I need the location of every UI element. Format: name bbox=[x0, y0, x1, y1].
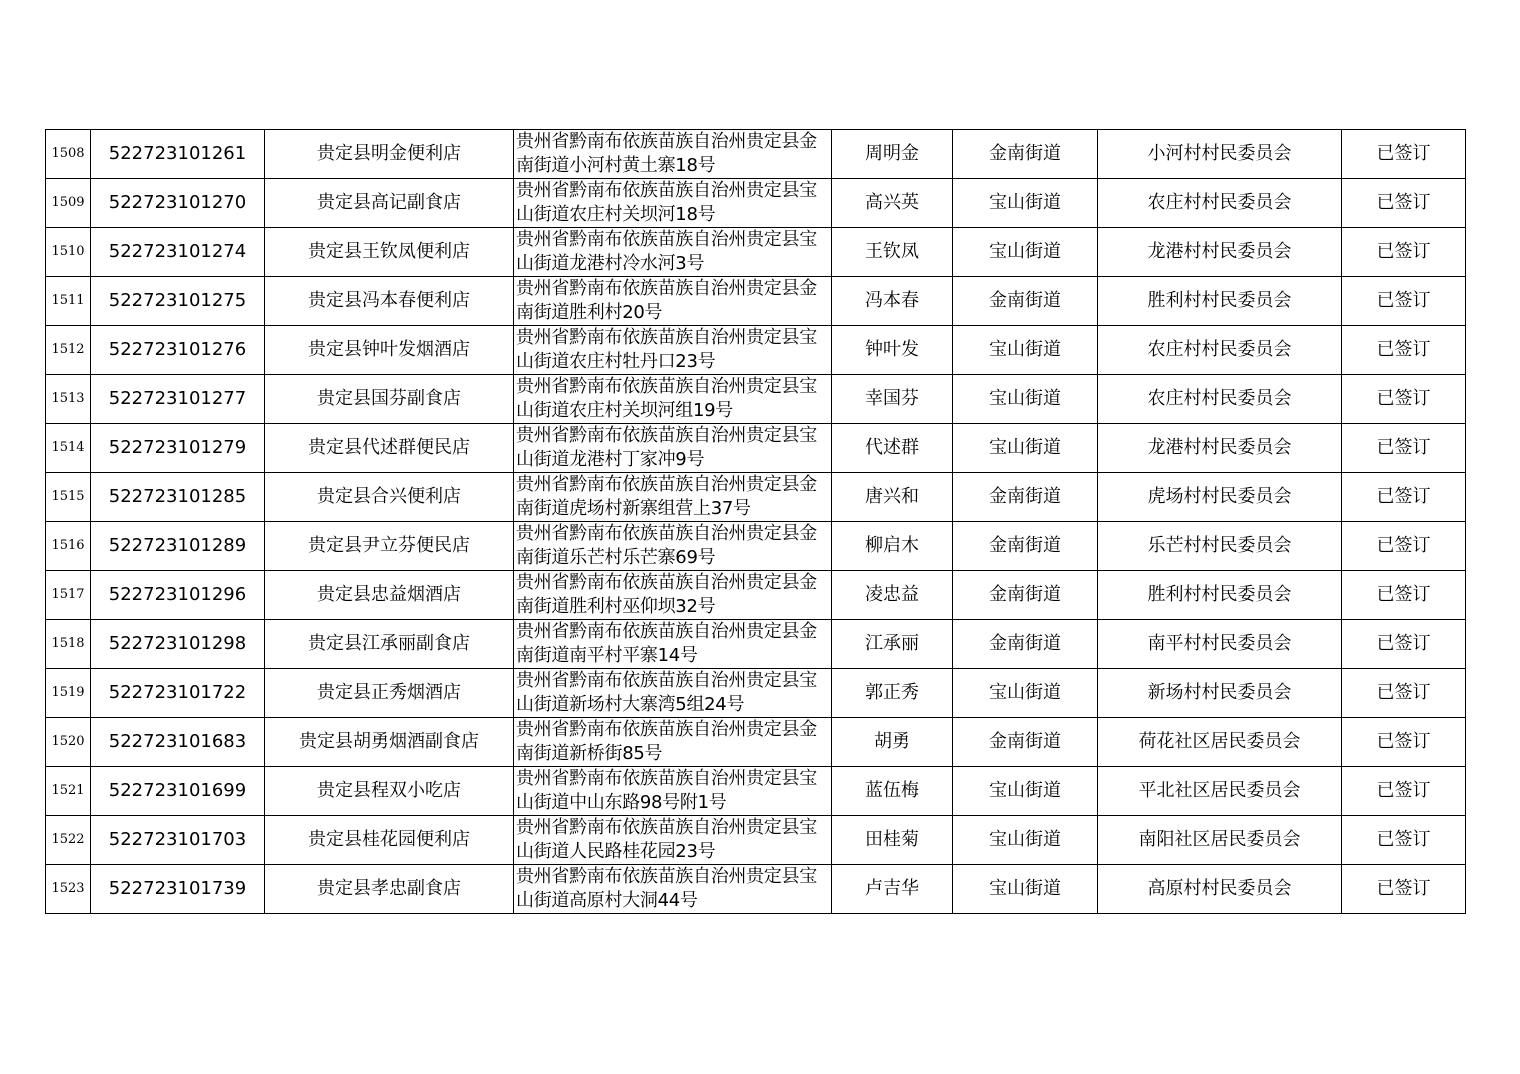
street-office-cell: 金南街道 bbox=[953, 522, 1098, 571]
table-row bbox=[46, 522, 1466, 571]
street-office-cell: 金南街道 bbox=[953, 718, 1098, 767]
retailer-table bbox=[45, 129, 1466, 914]
shop-name-cell: 贵定县桂花园便利店 bbox=[265, 816, 514, 865]
shop-name-cell: 贵定县孝忠副食店 bbox=[265, 865, 514, 914]
table-row bbox=[46, 865, 1466, 914]
address-cell: 贵州省黔南布依族苗族自治州贵定县宝山街道龙港村冷水河3号 bbox=[514, 228, 832, 277]
row-number-cell: 1519 bbox=[46, 669, 91, 718]
license-number-cell: 522723101270 bbox=[91, 179, 265, 228]
committee-cell: 乐芒村村民委员会 bbox=[1098, 522, 1342, 571]
row-number-cell: 1508 bbox=[46, 130, 91, 179]
shop-name-cell: 贵定县国芬副食店 bbox=[265, 375, 514, 424]
table-row bbox=[46, 228, 1466, 277]
committee-cell: 高原村村民委员会 bbox=[1098, 865, 1342, 914]
committee-cell: 小河村村民委员会 bbox=[1098, 130, 1342, 179]
owner-name-cell: 凌忠益 bbox=[832, 571, 953, 620]
table-row bbox=[46, 424, 1466, 473]
status-cell: 已签订 bbox=[1342, 620, 1466, 669]
street-office-cell: 金南街道 bbox=[953, 277, 1098, 326]
address-cell: 贵州省黔南布依族苗族自治州贵定县宝山街道龙港村丁家冲9号 bbox=[514, 424, 832, 473]
license-number-cell: 522723101279 bbox=[91, 424, 265, 473]
address-cell: 贵州省黔南布依族苗族自治州贵定县宝山街道农庄村牡丹口23号 bbox=[514, 326, 832, 375]
address-cell: 贵州省黔南布依族苗族自治州贵定县金南街道胜利村20号 bbox=[514, 277, 832, 326]
license-number-cell: 522723101683 bbox=[91, 718, 265, 767]
table-body bbox=[46, 130, 1466, 914]
status-cell: 已签订 bbox=[1342, 228, 1466, 277]
table-row bbox=[46, 571, 1466, 620]
owner-name-cell: 代述群 bbox=[832, 424, 953, 473]
table-row bbox=[46, 326, 1466, 375]
street-office-cell: 宝山街道 bbox=[953, 424, 1098, 473]
owner-name-cell: 胡勇 bbox=[832, 718, 953, 767]
license-number-cell: 522723101285 bbox=[91, 473, 265, 522]
owner-name-cell: 幸国芬 bbox=[832, 375, 953, 424]
shop-name-cell: 贵定县忠益烟酒店 bbox=[265, 571, 514, 620]
owner-name-cell: 郭正秀 bbox=[832, 669, 953, 718]
table-row bbox=[46, 375, 1466, 424]
row-number-cell: 1512 bbox=[46, 326, 91, 375]
street-office-cell: 宝山街道 bbox=[953, 767, 1098, 816]
table-row bbox=[46, 179, 1466, 228]
license-number-cell: 522723101275 bbox=[91, 277, 265, 326]
row-number-cell: 1520 bbox=[46, 718, 91, 767]
committee-cell: 农庄村村民委员会 bbox=[1098, 326, 1342, 375]
row-number-cell: 1517 bbox=[46, 571, 91, 620]
owner-name-cell: 田桂菊 bbox=[832, 816, 953, 865]
street-office-cell: 金南街道 bbox=[953, 473, 1098, 522]
license-number-cell: 522723101699 bbox=[91, 767, 265, 816]
row-number-cell: 1509 bbox=[46, 179, 91, 228]
owner-name-cell: 唐兴和 bbox=[832, 473, 953, 522]
street-office-cell: 宝山街道 bbox=[953, 669, 1098, 718]
status-cell: 已签订 bbox=[1342, 130, 1466, 179]
committee-cell: 胜利村村民委员会 bbox=[1098, 277, 1342, 326]
street-office-cell: 宝山街道 bbox=[953, 326, 1098, 375]
shop-name-cell: 贵定县明金便利店 bbox=[265, 130, 514, 179]
table-row bbox=[46, 767, 1466, 816]
address-cell: 贵州省黔南布依族苗族自治州贵定县宝山街道高原村大洞44号 bbox=[514, 865, 832, 914]
shop-name-cell: 贵定县江承丽副食店 bbox=[265, 620, 514, 669]
committee-cell: 荷花社区居民委员会 bbox=[1098, 718, 1342, 767]
street-office-cell: 宝山街道 bbox=[953, 375, 1098, 424]
committee-cell: 农庄村村民委员会 bbox=[1098, 179, 1342, 228]
row-number-cell: 1513 bbox=[46, 375, 91, 424]
owner-name-cell: 周明金 bbox=[832, 130, 953, 179]
table-row bbox=[46, 669, 1466, 718]
license-number-cell: 522723101274 bbox=[91, 228, 265, 277]
table-row bbox=[46, 620, 1466, 669]
shop-name-cell: 贵定县高记副食店 bbox=[265, 179, 514, 228]
status-cell: 已签订 bbox=[1342, 816, 1466, 865]
license-number-cell: 522723101261 bbox=[91, 130, 265, 179]
row-number-cell: 1522 bbox=[46, 816, 91, 865]
table-row bbox=[46, 816, 1466, 865]
street-office-cell: 宝山街道 bbox=[953, 228, 1098, 277]
committee-cell: 南阳社区居民委员会 bbox=[1098, 816, 1342, 865]
street-office-cell: 宝山街道 bbox=[953, 179, 1098, 228]
committee-cell: 虎场村村民委员会 bbox=[1098, 473, 1342, 522]
owner-name-cell: 蓝伍梅 bbox=[832, 767, 953, 816]
committee-cell: 平北社区居民委员会 bbox=[1098, 767, 1342, 816]
status-cell: 已签订 bbox=[1342, 669, 1466, 718]
address-cell: 贵州省黔南布依族苗族自治州贵定县金南街道小河村黄土寨18号 bbox=[514, 130, 832, 179]
table-row bbox=[46, 277, 1466, 326]
license-number-cell: 522723101296 bbox=[91, 571, 265, 620]
address-cell: 贵州省黔南布依族苗族自治州贵定县宝山街道农庄村关坝河组19号 bbox=[514, 375, 832, 424]
row-number-cell: 1523 bbox=[46, 865, 91, 914]
committee-cell: 新场村村民委员会 bbox=[1098, 669, 1342, 718]
address-cell: 贵州省黔南布依族苗族自治州贵定县金南街道乐芒村乐芒寨69号 bbox=[514, 522, 832, 571]
committee-cell: 龙港村村民委员会 bbox=[1098, 424, 1342, 473]
row-number-cell: 1515 bbox=[46, 473, 91, 522]
address-cell: 贵州省黔南布依族苗族自治州贵定县金南街道虎场村新寨组营上37号 bbox=[514, 473, 832, 522]
license-number-cell: 522723101703 bbox=[91, 816, 265, 865]
shop-name-cell: 贵定县代述群便民店 bbox=[265, 424, 514, 473]
owner-name-cell: 冯本春 bbox=[832, 277, 953, 326]
table-row bbox=[46, 473, 1466, 522]
shop-name-cell: 贵定县尹立芬便民店 bbox=[265, 522, 514, 571]
status-cell: 已签订 bbox=[1342, 326, 1466, 375]
row-number-cell: 1511 bbox=[46, 277, 91, 326]
status-cell: 已签订 bbox=[1342, 571, 1466, 620]
address-cell: 贵州省黔南布依族苗族自治州贵定县金南街道胜利村巫仰坝32号 bbox=[514, 571, 832, 620]
address-cell: 贵州省黔南布依族苗族自治州贵定县金南街道南平村平寨14号 bbox=[514, 620, 832, 669]
committee-cell: 龙港村村民委员会 bbox=[1098, 228, 1342, 277]
committee-cell: 南平村村民委员会 bbox=[1098, 620, 1342, 669]
address-cell: 贵州省黔南布依族苗族自治州贵定县宝山街道中山东路98号附1号 bbox=[514, 767, 832, 816]
status-cell: 已签订 bbox=[1342, 767, 1466, 816]
license-number-cell: 522723101298 bbox=[91, 620, 265, 669]
street-office-cell: 金南街道 bbox=[953, 571, 1098, 620]
row-number-cell: 1516 bbox=[46, 522, 91, 571]
owner-name-cell: 钟叶发 bbox=[832, 326, 953, 375]
shop-name-cell: 贵定县钟叶发烟酒店 bbox=[265, 326, 514, 375]
address-cell: 贵州省黔南布依族苗族自治州贵定县宝山街道人民路桂花园23号 bbox=[514, 816, 832, 865]
status-cell: 已签订 bbox=[1342, 718, 1466, 767]
status-cell: 已签订 bbox=[1342, 277, 1466, 326]
shop-name-cell: 贵定县正秀烟酒店 bbox=[265, 669, 514, 718]
owner-name-cell: 卢吉华 bbox=[832, 865, 953, 914]
owner-name-cell: 江承丽 bbox=[832, 620, 953, 669]
committee-cell: 胜利村村民委员会 bbox=[1098, 571, 1342, 620]
row-number-cell: 1518 bbox=[46, 620, 91, 669]
address-cell: 贵州省黔南布依族苗族自治州贵定县金南街道新桥街85号 bbox=[514, 718, 832, 767]
status-cell: 已签订 bbox=[1342, 473, 1466, 522]
status-cell: 已签订 bbox=[1342, 179, 1466, 228]
street-office-cell: 金南街道 bbox=[953, 620, 1098, 669]
status-cell: 已签订 bbox=[1342, 424, 1466, 473]
shop-name-cell: 贵定县程双小吃店 bbox=[265, 767, 514, 816]
owner-name-cell: 高兴英 bbox=[832, 179, 953, 228]
row-number-cell: 1521 bbox=[46, 767, 91, 816]
shop-name-cell: 贵定县王钦凤便利店 bbox=[265, 228, 514, 277]
license-number-cell: 522723101289 bbox=[91, 522, 265, 571]
status-cell: 已签订 bbox=[1342, 522, 1466, 571]
license-number-cell: 522723101276 bbox=[91, 326, 265, 375]
status-cell: 已签订 bbox=[1342, 375, 1466, 424]
street-office-cell: 宝山街道 bbox=[953, 816, 1098, 865]
committee-cell: 农庄村村民委员会 bbox=[1098, 375, 1342, 424]
address-cell: 贵州省黔南布依族苗族自治州贵定县宝山街道新场村大寨湾5组24号 bbox=[514, 669, 832, 718]
row-number-cell: 1514 bbox=[46, 424, 91, 473]
shop-name-cell: 贵定县合兴便利店 bbox=[265, 473, 514, 522]
owner-name-cell: 柳启木 bbox=[832, 522, 953, 571]
license-number-cell: 522723101739 bbox=[91, 865, 265, 914]
address-cell: 贵州省黔南布依族苗族自治州贵定县宝山街道农庄村关坝河18号 bbox=[514, 179, 832, 228]
shop-name-cell: 贵定县胡勇烟酒副食店 bbox=[265, 718, 514, 767]
street-office-cell: 宝山街道 bbox=[953, 865, 1098, 914]
shop-name-cell: 贵定县冯本春便利店 bbox=[265, 277, 514, 326]
license-number-cell: 522723101277 bbox=[91, 375, 265, 424]
street-office-cell: 金南街道 bbox=[953, 130, 1098, 179]
row-number-cell: 1510 bbox=[46, 228, 91, 277]
owner-name-cell: 王钦凤 bbox=[832, 228, 953, 277]
license-number-cell: 522723101722 bbox=[91, 669, 265, 718]
table-row bbox=[46, 718, 1466, 767]
table-row bbox=[46, 130, 1466, 179]
status-cell: 已签订 bbox=[1342, 865, 1466, 914]
